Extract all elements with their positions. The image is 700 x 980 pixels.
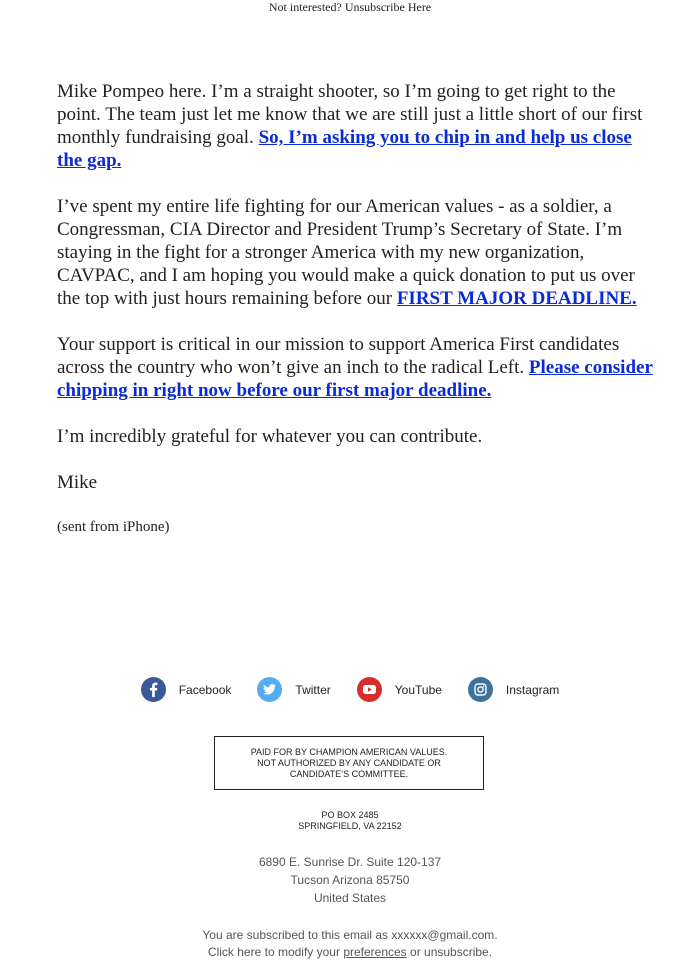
mailing-address — [0, 853, 700, 907]
twitter-label[interactable]: Twitter — [295, 682, 331, 697]
address-line-3: United States — [313, 891, 387, 905]
modify-line — [0, 944, 700, 961]
instagram-label[interactable]: Instagram — [505, 682, 560, 697]
youtube-label[interactable]: YouTube — [394, 682, 442, 697]
signature-name: Mike — [57, 472, 98, 493]
chipping-in-now-link[interactable]: Please consider chipping in right now before our first major deadline. — [57, 357, 653, 401]
modify-suffix: or unsubscribe. — [406, 945, 493, 959]
facebook-label[interactable]: Facebook — [178, 682, 232, 697]
subscribed-line: You are subscribed to this email as xxxxxx@gmail.com. — [202, 928, 498, 942]
youtube-icon — [357, 677, 382, 702]
first-major-deadline-link[interactable]: FIRST MAJOR DEADLINE. — [396, 288, 637, 309]
facebook-icon — [141, 677, 166, 702]
paragraph-1 — [57, 80, 657, 172]
signature-note: (sent from iPhone) — [57, 519, 170, 535]
paragraph-1-text: Mike Pompeo here. I’m a straight shooter, so I’m going to get right to the point. The team just let me know that we are still just a little short of our first monthly fundraising goal. — [57, 81, 643, 148]
unsubscribe-link[interactable]: Not interested? Unsubscribe Here — [268, 0, 432, 14]
po-line-2: SPRINGFIELD, VA 22152 — [298, 821, 402, 831]
social-facebook[interactable] — [141, 677, 232, 702]
paragraph-4: I’m incredibly grateful for whatever you can contribute. — [57, 426, 483, 447]
social-instagram[interactable] — [468, 677, 559, 702]
paragraph-3 — [57, 333, 657, 402]
address-line-1: 6890 E. Sunrise Dr. Suite 120-137 — [258, 855, 442, 869]
modify-prefix: Click here to modify your — [207, 945, 344, 959]
disclaimer-line-2: NOT AUTHORIZED BY ANY CANDIDATE OR — [257, 757, 441, 768]
po-line-1: PO BOX 2485 — [321, 810, 379, 820]
chip-in-link[interactable]: So, I’m asking you to chip in and help us close the gap. — [57, 127, 632, 171]
subscription-info — [0, 927, 700, 961]
social-youtube[interactable] — [357, 677, 442, 702]
social-twitter[interactable] — [257, 677, 330, 702]
paragraph-2 — [57, 195, 657, 310]
paragraph-2-text: I’ve spent my entire life fighting for our American values - as a soldier, a Congressman, CIA Director and President Trump’s Secretary of State. I’m staying in the fight for a stronger America with my new organization, CAVPAC, and I am hoping you would make a quick donation to put us over the top with just hours remaining before our — [57, 196, 635, 309]
preferences-link[interactable]: preferences — [343, 945, 407, 959]
disclaimer-line-3: CANDIDATE’S COMMITTEE. — [289, 768, 409, 779]
social-links — [0, 677, 700, 702]
twitter-icon — [257, 677, 282, 702]
paid-for-disclaimer — [214, 736, 484, 790]
address-line-2: Tucson Arizona 85750 — [290, 873, 410, 887]
disclaimer-line-1: PAID FOR BY CHAMPION AMERICAN VALUES. — [250, 746, 448, 757]
letter-body — [57, 80, 657, 560]
instagram-icon — [468, 677, 493, 702]
paragraph-3-text: Your support is critical in our mission to support America First candidates across the country who won’t give an inch to the radical Left. — [57, 334, 620, 378]
po-box-address — [0, 810, 700, 832]
